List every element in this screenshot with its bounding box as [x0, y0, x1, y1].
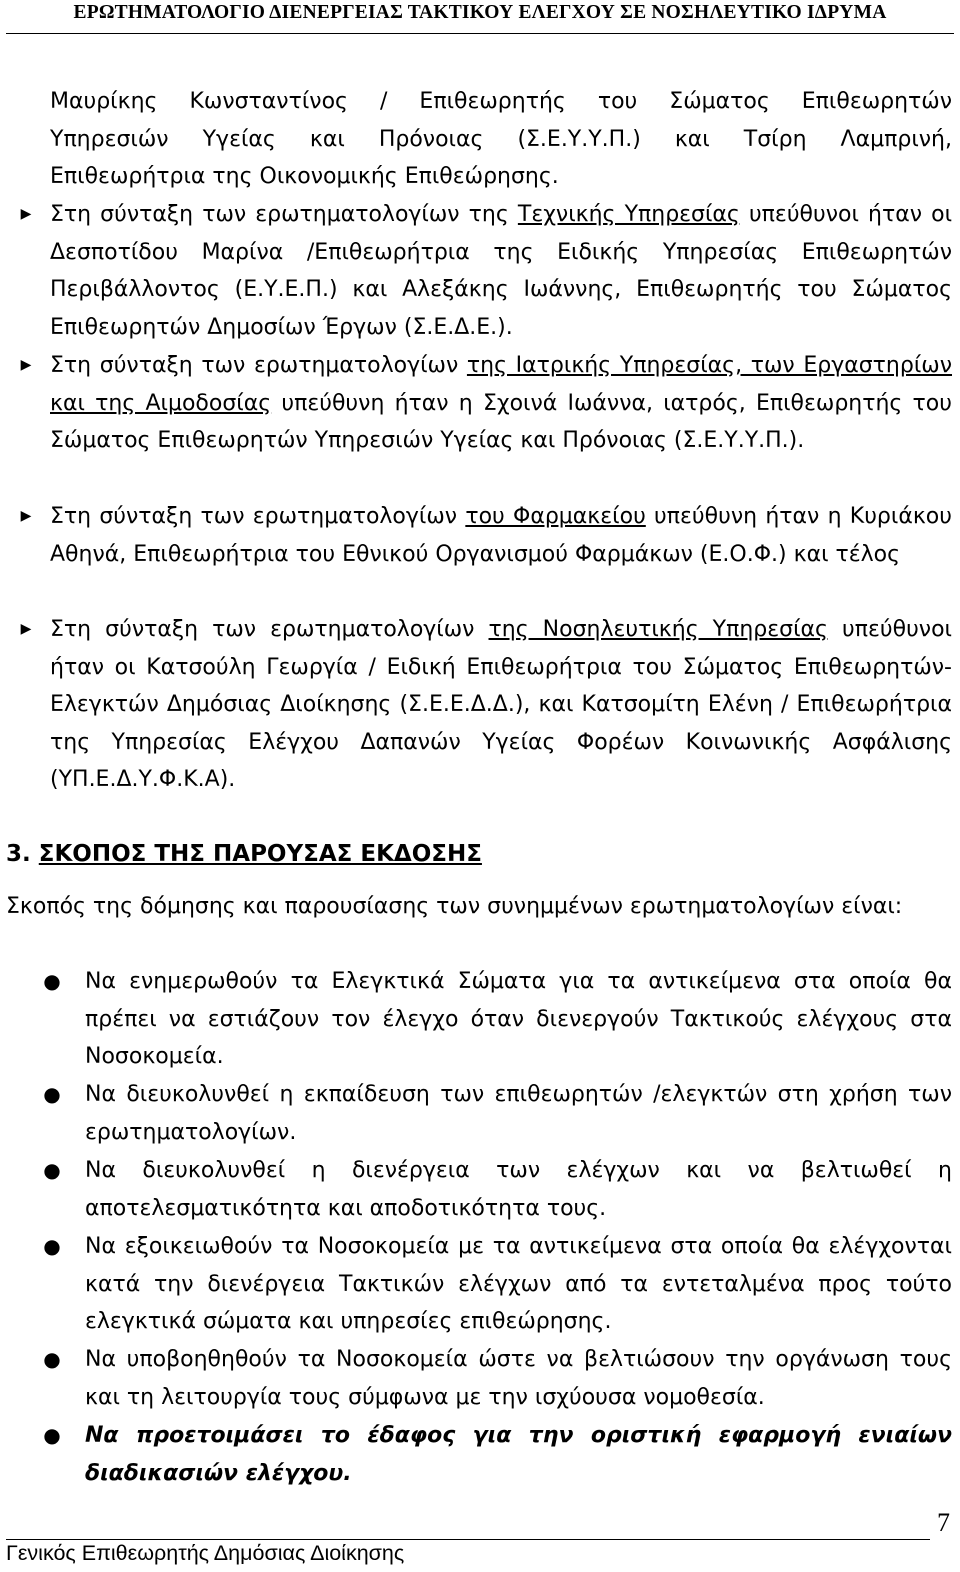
section-number: 3.	[6, 841, 31, 867]
bullet-dot-icon: ●	[43, 1234, 61, 1258]
item-text-underlined: του Φαρμακείου	[465, 504, 646, 529]
list-item	[6, 347, 952, 460]
item-text-underlined: της Νοσηλευτικής Υπηρεσίας	[488, 617, 828, 642]
bullet-dot-icon: ●	[43, 1423, 61, 1447]
list-item-text: Να διευκολυνθεί η εκπαίδευση των επιθεωρητών /ελεγκτών στη χρήση των ερωτηματολογίων.	[85, 1082, 952, 1145]
bullet-dot-icon: ●	[43, 1158, 61, 1182]
triangle-bullet-icon: ▶	[20, 206, 32, 222]
triangle-bullet-icon: ▶	[20, 508, 32, 524]
list-item-text	[50, 611, 952, 799]
lead-line-3: Επιθεωρήτρια της Οικονομικής Επιθεώρησης.	[50, 164, 559, 190]
list-item-text: Να ενημερωθούν τα Ελεγκτικά Σώματα για τα αντικείμενα στα οποία θα πρέπει να εστιάζουν τον έλεγχο όταν διενεργούν Τακτικούς ελέγχους στα Νοσοκομεία.	[85, 969, 952, 1070]
list-item-text	[50, 498, 952, 573]
list-item-text: Να υποβοηθηθούν τα Νοσοκομεία ώστε να βελτιώσουν την οργάνωση τους και τη λειτουργία τους σύμφωνα με την ισχύουσα νομοθεσία.	[85, 1347, 952, 1410]
page-header: ΕΡΩΤΗΜΑΤΟΛΟΓΙΟ ΔΙΕΝΕΡΓΕΙΑΣ ΤΑΚΤΙΚΟΥ ΕΛΕΓΧΟΥ ΣΕ ΝΟΣΗΛΕΥΤΙΚΟ ΙΔΡΥΜΑ	[6, 0, 954, 34]
item-text-pre: Στη σύνταξη των ερωτηματολογίων της	[50, 202, 518, 227]
list-item-text	[50, 196, 952, 346]
bullet-dot-icon: ●	[43, 1082, 61, 1106]
list-item	[6, 1417, 952, 1492]
item-text-pre: Στη σύνταξη των ερωτηματολογίων	[50, 353, 467, 378]
section-heading	[6, 834, 482, 874]
list-item	[6, 1228, 952, 1341]
list-item-text: Να διευκολυνθεί η διενέργεια των ελέγχων και να βελτιωθεί η αποτελεσματικότητα και αποδοτικότητα τους.	[85, 1158, 952, 1221]
bullet-dot-icon: ●	[43, 1347, 61, 1371]
page-footer: Γενικός Επιθεωρητής Δημόσιας Διοίκησης	[6, 1541, 405, 1565]
item-text-underlined: της Ιατρικής Υπηρεσίας, των Εργαστηρίων και της Αιμοδοσίας	[50, 353, 952, 416]
page-number: 7	[937, 1508, 950, 1537]
lead-line-2: Υπηρεσιών Υγείας και Πρόνοιας (Σ.Ε.Υ.Υ.Π.) και Τσίρη Λαμπρινή,	[50, 126, 952, 152]
list-item	[6, 1341, 952, 1416]
triangle-bullet-icon: ▶	[20, 357, 32, 373]
list-item	[6, 1152, 952, 1227]
item-text-post: υπεύθυνοι ήταν οι Κατσούλη Γεωργία / Ειδική Επιθεωρήτρια του Σώματος Επιθεωρητών-Ελεγκτών Δημόσιας Διοίκησης (Σ.Ε.Ε.Δ.Δ.), και Κατσομίτη Ελένη / Επιθεωρήτρια της Υπηρεσίας Ελέγχου Δαπανών Υγείας Φορέων Κοινωνικής Ασφάλισης (ΥΠ.Ε.Δ.Υ.Φ.Κ.Α).	[50, 617, 953, 793]
item-text-post: υπεύθυνοι ήταν οι Δεσποτίδου Μαρίνα /Επιθεωρήτρια της Ειδικής Υπηρεσίας Επιθεωρητών Περιβάλλοντος (Ε.Υ.Ε.Π.) και Αλεξάκης Ιωάννης, Επιθεωρητής του Σώματος Επιθεωρητών Δημοσίων Έργων (Σ.Ε.Δ.Ε.).	[50, 202, 953, 340]
footer-divider	[6, 1539, 930, 1540]
triangle-bullet-icon: ▶	[20, 621, 32, 637]
list-item-text: Να προετοιμάσει το έδαφος για την οριστική εφαρμογή ενιαίων διαδικασιών ελέγχου.	[85, 1423, 952, 1486]
list-item	[6, 611, 952, 799]
item-text-pre: Στη σύνταξη των ερωτηματολογίων	[50, 504, 466, 529]
item-text-underlined: Τεχνικής Υπηρεσίας	[517, 202, 740, 227]
item-text-post: υπεύθυνη ήταν η Σχοινά Ιωάννα, ιατρός, Επιθεωρητής του Σώματος Επιθεωρητών Υπηρεσιών Υγείας και Πρόνοιας (Σ.Ε.Υ.Υ.Π.).	[50, 390, 952, 454]
list-item-text: Να εξοικειωθούν τα Νοσοκομεία με τα αντικείμενα στα οποία θα ελέγχονται κατά την διενέργεια Τακτικών ελέγχων από τα εντεταλμένα προς τούτο ελεγκτικά σώματα και υπηρεσίες επιθεώρησης.	[85, 1234, 952, 1335]
list-item	[6, 196, 952, 346]
list-item	[6, 963, 952, 1076]
list-item-text	[50, 347, 952, 460]
list-item	[6, 1076, 952, 1151]
item-text-pre: Στη σύνταξη των ερωτηματολογίων	[50, 617, 489, 642]
intro-paragraph: Σκοπός της δόμησης και παρουσίασης των συνημμένων ερωτηματολογίων είναι:	[6, 894, 903, 919]
lead-line-1: Μαυρίκης Κωνσταντίνος / Επιθεωρητής του Σώματος Επιθεωρητών	[50, 89, 952, 114]
section-title: ΣΚΟΠΟΣ ΤΗΣ ΠΑΡΟΥΣΑΣ ΕΚΔΟΣΗΣ	[38, 841, 482, 867]
list-item	[6, 498, 952, 573]
bullet-dot-icon: ●	[43, 969, 61, 993]
lead-paragraph	[50, 83, 952, 196]
item-text-post: υπεύθυνη ήταν η Κυριάκου Αθηνά, Επιθεωρήτρια του Εθνικού Οργανισμού Φαρμάκων (Ε.Ο.Φ.) και τέλος	[50, 504, 952, 567]
